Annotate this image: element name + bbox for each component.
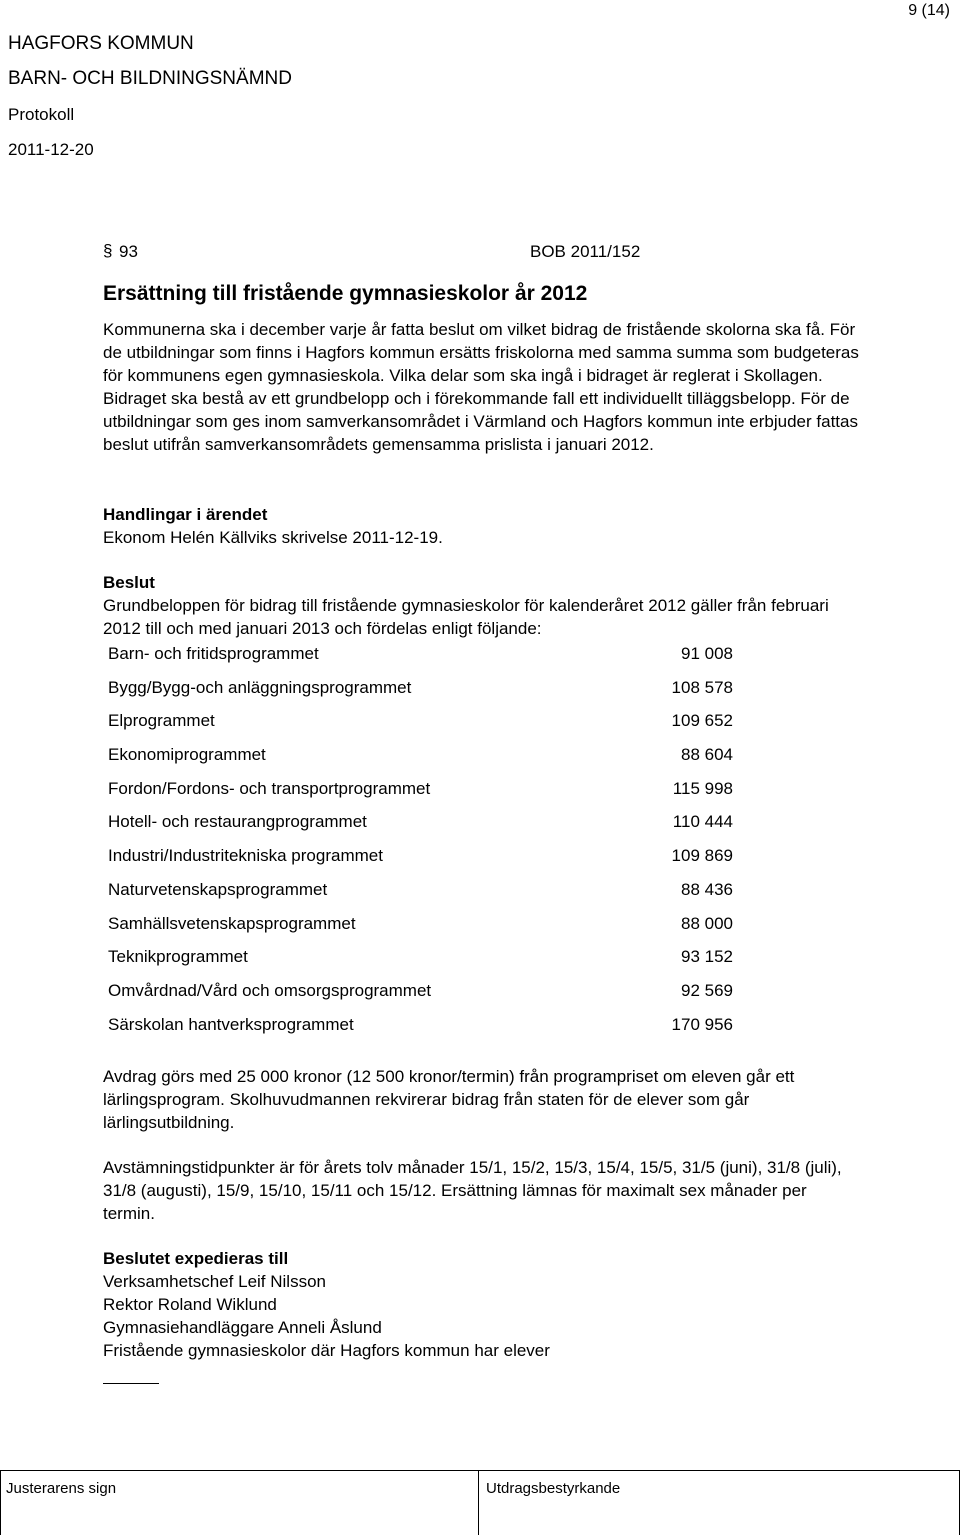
table-row xyxy=(108,912,733,946)
table-row xyxy=(108,945,733,979)
table-row xyxy=(108,1013,733,1047)
program-amount: 91 008 xyxy=(681,644,733,663)
table-row xyxy=(108,676,733,710)
program-amount-table xyxy=(108,642,733,1046)
paragraph-number: 93 xyxy=(119,242,138,261)
item-title: Ersättning till fristående gymnasieskolor år 2012 xyxy=(103,282,588,305)
program-amount: 108 578 xyxy=(671,677,733,697)
list-item: Verksamhetschef Leif Nilsson xyxy=(103,1272,326,1291)
list-item: Rektor Roland Wiklund xyxy=(103,1295,277,1314)
extract-certification-label: Utdragsbestyrkande xyxy=(486,1480,621,1497)
program-amount: 88 436 xyxy=(681,879,733,899)
paragraph-sign: § xyxy=(103,241,113,260)
table-row xyxy=(108,777,733,811)
program-amount: 88 604 xyxy=(681,745,733,765)
documents-text: Ekonom Helén Källviks skrivelse 2011-12-19. xyxy=(103,528,443,547)
program-amount: 109 869 xyxy=(671,846,733,866)
program-name: Fordon/Fordons- och transportprogrammet xyxy=(108,778,431,798)
program-name: Naturvetenskapsprogrammet xyxy=(108,879,328,899)
table-row xyxy=(108,810,733,844)
section-end-divider xyxy=(103,1383,159,1384)
reconciliation-paragraph: Avstämningstidpunkter är för årets tolv månader 15/1, 15/2, 15/3, 15/4, 15/5, 31/5 (juni), 31/8 (juli), 31/8 (augusti), 15/9, 15/10, 15/11 och 15/12. Ersättning lämnas för maximalt sex månader per termin. xyxy=(103,1158,842,1223)
program-amount: 109 652 xyxy=(671,711,733,731)
program-name: Omvårdnad/Vård och omsorgsprogrammet xyxy=(108,980,432,1000)
program-name: Ekonomiprogrammet xyxy=(108,745,266,765)
program-amount: 115 998 xyxy=(672,778,733,798)
footer-divider xyxy=(0,1470,960,1471)
footer-center-divider xyxy=(478,1470,479,1535)
document-type: Protokoll xyxy=(8,105,75,124)
list-item: Fristående gymnasieskolor där Hagfors kommun har elever xyxy=(103,1341,550,1360)
table-row xyxy=(108,642,733,676)
program-name: Barn- och fritidsprogrammet xyxy=(108,644,319,663)
program-amount: 93 152 xyxy=(681,947,733,967)
program-amount: 110 444 xyxy=(672,812,733,832)
case-number: BOB 2011/152 xyxy=(530,242,641,261)
distribution-heading: Beslutet expedieras till xyxy=(103,1249,289,1268)
meeting-date: 2011-12-20 xyxy=(8,140,94,159)
program-amount: 170 956 xyxy=(671,1014,733,1034)
program-name: Teknikprogrammet xyxy=(108,947,248,967)
table-row xyxy=(108,878,733,912)
table-row xyxy=(108,979,733,1013)
intro-paragraph: Kommunerna ska i december varje år fatta beslut om vilket bidrag de fristående skolorna ska få. För de utbildningar som finns i Hagfors kommun ersätts friskolorna med samma summa som budgeteras för kommunens egen gymnasieskola. Vilka delar som ska ingå i bidraget är reglerat i Skollagen. Bidraget ska bestå av ett grundbelopp och i förekommande fall ett individuellt tilläggsbelopp. För de utbildningar som ges inom samverkansområdet i Värmland och Hagfors kommun inte erbjuder fattas beslut utifrån samverkansområdets gemensamma prislista i januari 2012. xyxy=(103,320,859,454)
recipient-list xyxy=(103,1270,550,1362)
board-name: BARN- OCH BILDNINGSNÄMND xyxy=(8,68,292,89)
deduction-paragraph: Avdrag görs med 25 000 kronor (12 500 kronor/termin) från programpriset om eleven går ett lärlingsprogram. Skolhuvudmannen rekvirerar bidrag från staten för de elever som går lärlingsutbildning. xyxy=(103,1067,795,1132)
page-number: 9 (14) xyxy=(908,2,950,19)
list-item: Gymnasiehandläggare Anneli Åslund xyxy=(103,1318,382,1337)
adjuster-signature-label: Justerarens sign xyxy=(6,1480,117,1497)
program-name: Samhällsvetenskapsprogrammet xyxy=(108,913,356,933)
table-row xyxy=(108,844,733,878)
program-amount: 92 569 xyxy=(681,980,733,1000)
program-amount: 88 000 xyxy=(681,913,733,933)
program-name: Industri/Industritekniska programmet xyxy=(108,846,383,866)
decision-heading: Beslut xyxy=(103,573,155,592)
documents-heading: Handlingar i ärendet xyxy=(103,505,268,524)
program-name: Särskolan hantverksprogrammet xyxy=(108,1014,354,1034)
program-name: Hotell- och restaurangprogrammet xyxy=(108,812,367,832)
organization-name: HAGFORS KOMMUN xyxy=(8,33,194,54)
footer-left-border xyxy=(0,1470,1,1535)
program-name: Elprogrammet xyxy=(108,711,215,731)
decision-text: Grundbeloppen för bidrag till fristående gymnasieskolor för kalenderåret 2012 gäller från februari 2012 till och med januari 2013 och fördelas enligt följande: xyxy=(103,596,829,638)
table-row xyxy=(108,743,733,777)
table-row xyxy=(108,709,733,743)
program-name: Bygg/Bygg-och anläggningsprogrammet xyxy=(108,677,412,697)
